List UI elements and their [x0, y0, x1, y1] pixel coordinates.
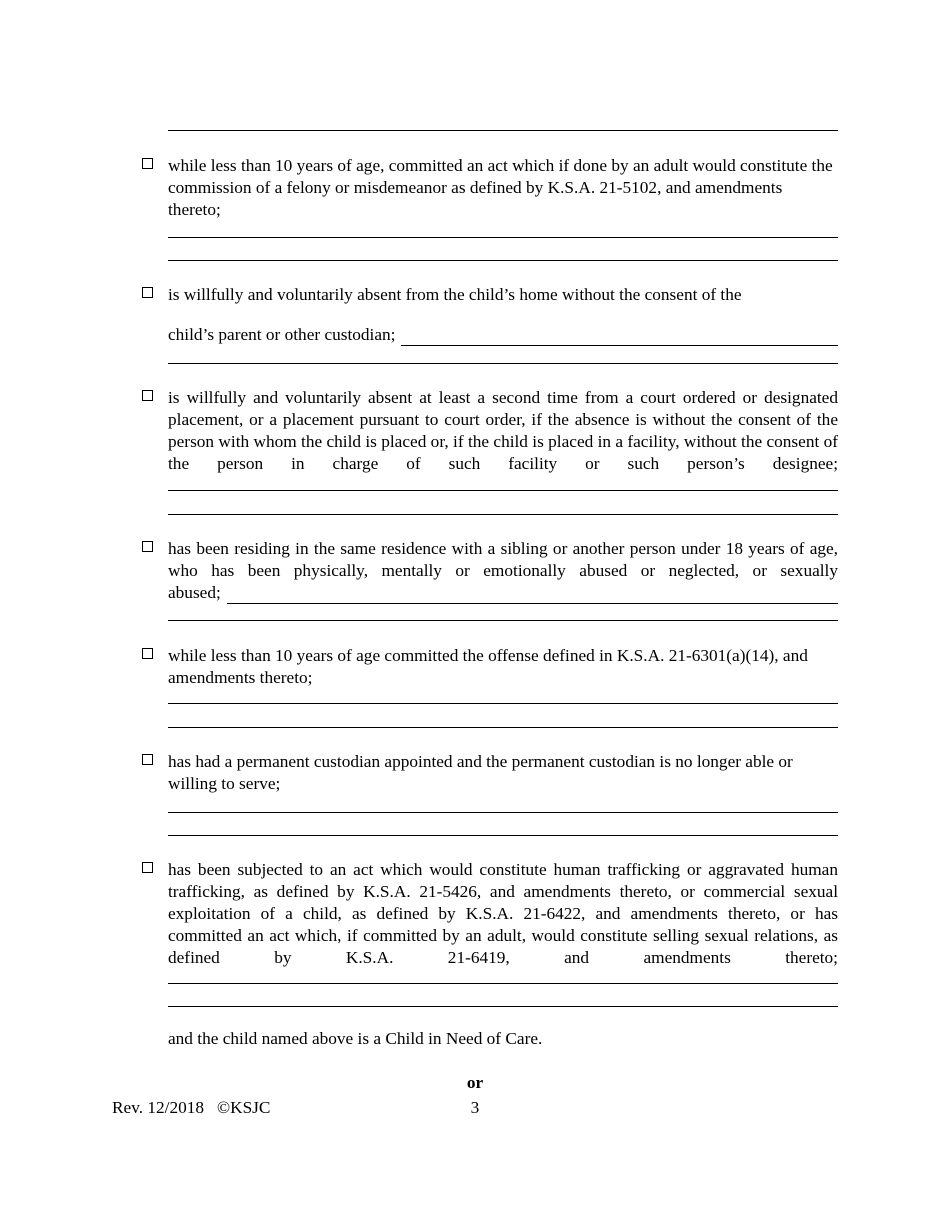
answer-line[interactable] [168, 490, 838, 491]
item-absent-from-home-text: is willfully and voluntarily absent from the child’s home without the consent of the [168, 285, 742, 304]
item-human-trafficking-text: has been subjected to an act which would constitute human trafficking or aggravated human trafficking, as defined by K.S.A. 21-5426, and amendments thereto, or commercial sexual exploitation of a child, as defined by K.S.A. 21-6422, and amendments thereto, or has committed an act which, if committed by an adult, would constitute selling sexual relations, as defined by K.S.A. 21-6419, and amendments thereto; [168, 860, 838, 967]
revision-footer: Rev. 12/2018 ©KSJC [112, 1098, 271, 1117]
answer-line[interactable] [168, 812, 838, 813]
checkbox-human-trafficking[interactable] [142, 862, 153, 873]
or-label: or [466, 1073, 484, 1092]
item-permanent-custodian-text: has had a permanent custodian appointed and the permanent custodian is no longer able or willing to serve; [168, 752, 793, 793]
conclusion-text: and the child named above is a Child in Need of Care. [168, 1029, 543, 1048]
item-absent-from-placement-text: is willfully and voluntarily absent at least a second time from a court ordered or designated placement, or a placement pursuant to court order, if the absence is without the consent of the person with whom the child is placed or, if the child is placed in a facility, without the consent of the person in charge of such facility or such person’s designee; [168, 388, 838, 473]
checkbox-offense-21-6301[interactable] [142, 648, 153, 659]
item-sibling-abused-text-tail: abused; [168, 583, 221, 602]
answer-line[interactable] [168, 514, 838, 515]
answer-line[interactable] [168, 703, 838, 704]
answer-line[interactable] [168, 363, 838, 364]
checkbox-absent-from-placement[interactable] [142, 390, 153, 401]
answer-line[interactable] [168, 835, 838, 836]
answer-line[interactable] [168, 237, 838, 238]
answer-line[interactable] [168, 130, 838, 131]
answer-line[interactable] [168, 727, 838, 728]
page-number: 3 [470, 1098, 480, 1117]
answer-line[interactable] [168, 1006, 838, 1007]
checkbox-sibling-abused[interactable] [142, 541, 153, 552]
item-offense-21-6301-text: while less than 10 years of age committed the offense defined in K.S.A. 21-6301(a)(14), and amendments thereto; [168, 646, 808, 687]
answer-line[interactable] [401, 330, 838, 346]
answer-line[interactable] [227, 588, 838, 604]
item-sibling-abused-line3 [168, 582, 838, 604]
answer-line[interactable] [168, 260, 838, 261]
item-under-10-felony-text: while less than 10 years of age, committed an act which if done by an adult would constitute the commission of a felony or misdemeanor as defined by K.S.A. 21-5102, and amendments thereto; [168, 156, 833, 219]
item-sibling-abused-text: has been residing in the same residence with a sibling or another person under 18 years of age, who has been physically, mentally or emotionally abused or neglected, or sexually [168, 539, 838, 580]
item-absent-from-home-text-2: child’s parent or other custodian; [168, 325, 396, 344]
checkbox-under-10-felony[interactable] [142, 158, 153, 169]
checkbox-absent-from-home[interactable] [142, 287, 153, 298]
answer-line[interactable] [168, 620, 838, 621]
checkbox-permanent-custodian[interactable] [142, 754, 153, 765]
answer-line[interactable] [168, 983, 838, 984]
item-absent-from-home-line2 [168, 324, 838, 346]
